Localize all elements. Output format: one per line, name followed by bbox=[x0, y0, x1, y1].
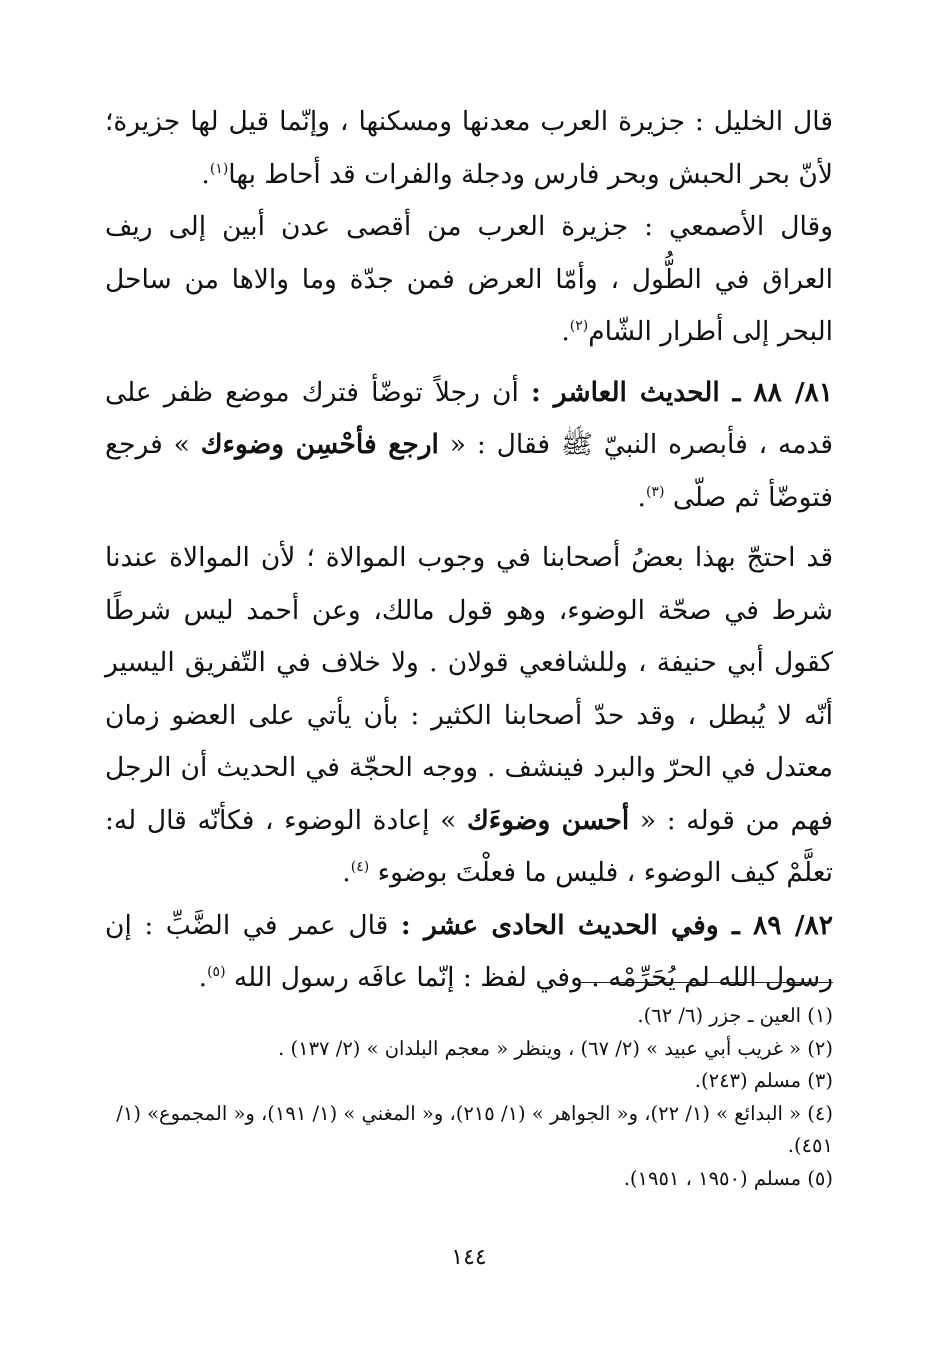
paragraph-commentary bbox=[105, 532, 833, 900]
paragraph-text: » فرجع فتوضّأ ثم صلّى bbox=[105, 429, 833, 513]
footnote-ref[interactable]: (٢) bbox=[569, 318, 589, 335]
hadith-quote: أحسن وضوءَك bbox=[466, 804, 630, 836]
hadith-quote: ارجع فأحْسِن وضوءك bbox=[200, 429, 439, 460]
hadith-11 bbox=[105, 900, 833, 1005]
paragraph-asmai bbox=[105, 201, 833, 359]
footnote-5: (٥) مسلم (١٩٥٠ ، ١٩٥١). bbox=[623, 1166, 833, 1190]
paragraph-khalil bbox=[105, 96, 833, 201]
punct: . bbox=[637, 481, 646, 513]
paragraph-text: قال عمر في الضَّبِّ : إن رسول الله لم يُحَرِّمْه . وفي لفظ : إنّما عافَه رسول الله bbox=[105, 909, 833, 993]
paragraph-text: » إعادة الوضوء ، فكأنّه قال له: تعلَّمْ كيف الوضوء ، فليس ما فعلْتَ بوضوء bbox=[105, 804, 833, 888]
paragraph-text: وقال الأصمعي : جزيرة العرب من أقصى عدن أبين إلى ريف العراق في الطُّول ، وأمّا العرض فمن جدّة وما والاها من ساحل البحر إلى أطرار الشّام bbox=[105, 211, 833, 347]
footnote-4: (٤) « البدائع » (١/ ٢٢)، و« الجواهر » (١/ ٢١٥)، و« المغني » (١/ ١٩١)، و« المجموع» (١/ ٤٥١). bbox=[116, 1101, 833, 1157]
punct: . bbox=[561, 316, 570, 347]
page-number: ١٤٤ bbox=[451, 1245, 487, 1270]
main-text bbox=[105, 96, 833, 1005]
footnote-1: (١) العين ـ جزر (٦/ ٦٢). bbox=[637, 1004, 833, 1027]
hadith-heading: ٨١/ ٨٨ ـ الحديث العاشر : bbox=[531, 376, 833, 408]
paragraph-text: قد احتجّ بهذا بعضُ أصحابنا في وجوب الموالاة ؛ لأن الموالاة عندنا شرط في صحّة الوضوء، وهو قول مالك، وعن أحمد ليس شرطًا كقول أبي حنيفة ، وللشافعي قولان . ولا خلاف في التّفريق اليسير أنّه لا يُبطل ، وقد حدّ أصحابنا الكثير : بأن يأتي على العضو زمان معتدل في الحرّ والبرد فينشف . ووجه الحجّة في الحديث أن الرجل فهم من قوله : « bbox=[105, 542, 834, 836]
punct: . bbox=[201, 158, 210, 190]
footnote-3: (٣) مسلم (٢٤٣). bbox=[694, 1069, 833, 1092]
punct: . bbox=[342, 857, 351, 888]
hadith-heading: ٨٢/ ٨٩ ـ وفي الحديث الحادى عشر : bbox=[400, 909, 833, 941]
footnote-ref[interactable]: (١) bbox=[209, 160, 229, 177]
footnotes bbox=[105, 1000, 833, 1195]
punct: . bbox=[198, 962, 208, 993]
footnote-separator bbox=[580, 982, 833, 983]
footnote-ref[interactable]: (٥) bbox=[207, 964, 226, 981]
footnote-ref[interactable]: (٤) bbox=[350, 859, 370, 876]
paragraph-text: قال الخليل : جزيرة العرب معدنها ومسكنها ، وإنّما قيل لها جزيرة؛ لأنّ بحر الحبش وبحر فارس ودجلة والفرات قد أحاط بها bbox=[105, 106, 833, 190]
hadith-10 bbox=[105, 367, 833, 525]
paragraph-text: أن رجلاً توضّأ فترك موضع ظفر على قدمه ، فأبصره النبيّ ﷺ فقال : « bbox=[105, 376, 833, 460]
footnote-ref[interactable]: (٣) bbox=[645, 483, 665, 500]
footnote-2: (٢) « غريب أبي عبيد » (٢/ ٦٧) ، وينظر « معجم البلدان » (٢/ ١٣٧) . bbox=[278, 1036, 833, 1060]
